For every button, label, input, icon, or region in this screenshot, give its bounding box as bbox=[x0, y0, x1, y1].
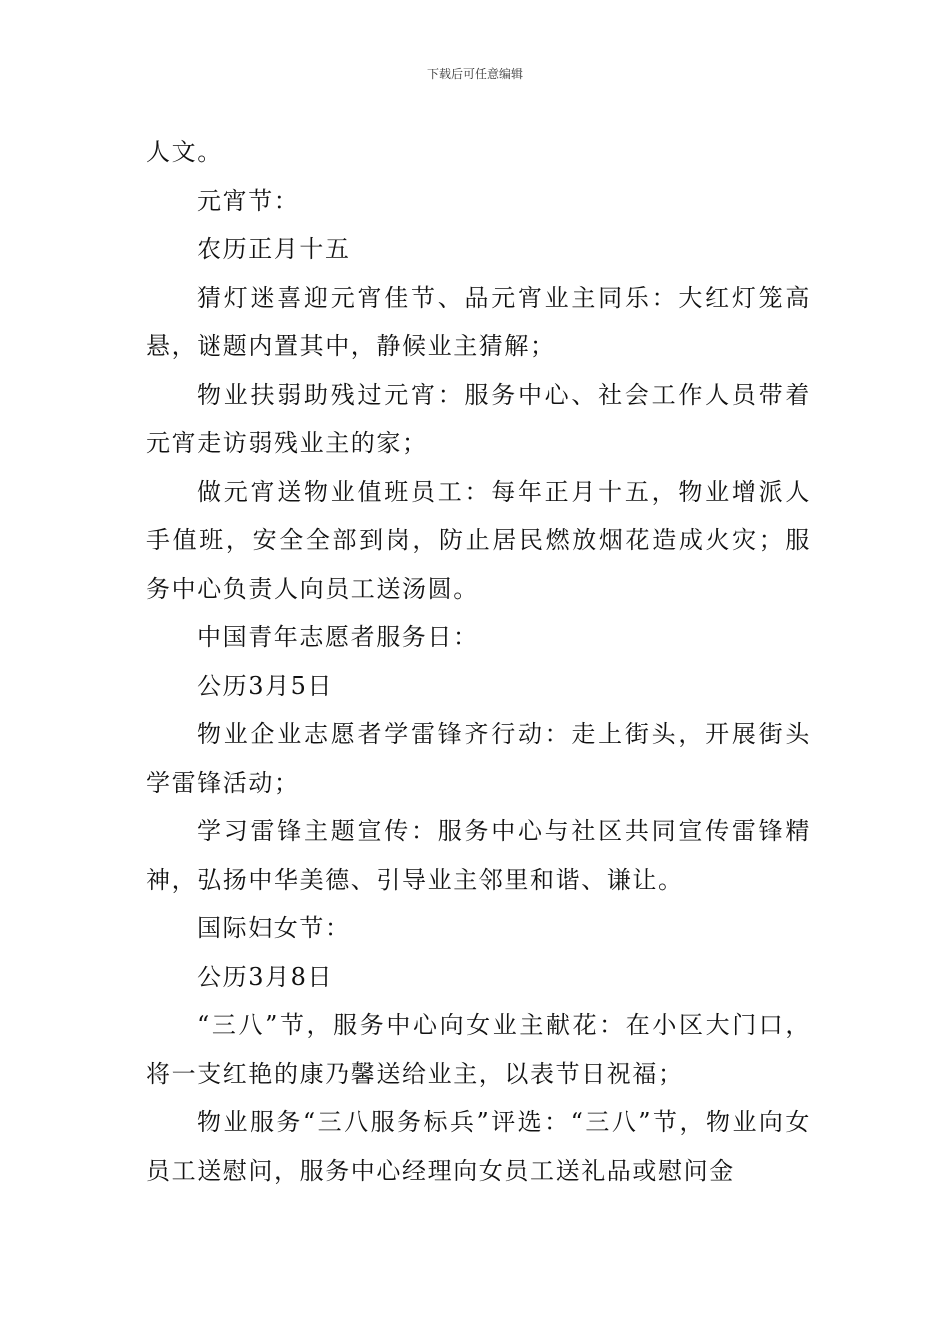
document-body bbox=[146, 128, 811, 1195]
paragraph: 物业服务“三八服务标兵”评选：“三八”节，物业向女员工送慰问，服务中心经理向女员工送礼品或慰问金 bbox=[146, 1108, 811, 1185]
paragraph: 人文。 bbox=[146, 138, 223, 166]
paragraph: 物业扶弱助残过元宵：服务中心、社会工作人员带着元宵走访弱残业主的家； bbox=[146, 380, 811, 457]
section-heading: 国际妇女节： bbox=[197, 914, 351, 942]
section-heading: 中国青年志愿者服务日： bbox=[197, 623, 479, 651]
page-header-note: 下载后可任意编辑 bbox=[426, 67, 523, 81]
paragraph: 做元宵送物业值班员工：每年正月十五，物业增派人手值班，安全全部到岗，防止居民燃放烟花造成火灾；服务中心负责人向员工送汤圆。 bbox=[146, 477, 811, 603]
paragraph: 物业企业志愿者学雷锋齐行动：走上街头，开展街头学雷锋活动； bbox=[146, 720, 811, 797]
date-line: 农历正月十五 bbox=[197, 235, 351, 263]
paragraph: 学习雷锋主题宣传：服务中心与社区共同宣传雷锋精神，弘扬中华美德、引导业主邻里和谐、谦让。 bbox=[146, 817, 811, 894]
section-heading: 元宵节： bbox=[197, 186, 300, 215]
date-line: 公历3月5日 bbox=[197, 671, 334, 700]
paragraph: 猜灯迷喜迎元宵佳节、品元宵业主同乐：大红灯笼高悬，谜题内置其中，静候业主猜解； bbox=[146, 283, 811, 360]
date-line: 公历3月8日 bbox=[197, 962, 334, 991]
paragraph: “三八”节，服务中心向女业主献花：在小区大门口，将一支红艳的康乃馨送给业主，以表节日祝福； bbox=[146, 1011, 811, 1088]
